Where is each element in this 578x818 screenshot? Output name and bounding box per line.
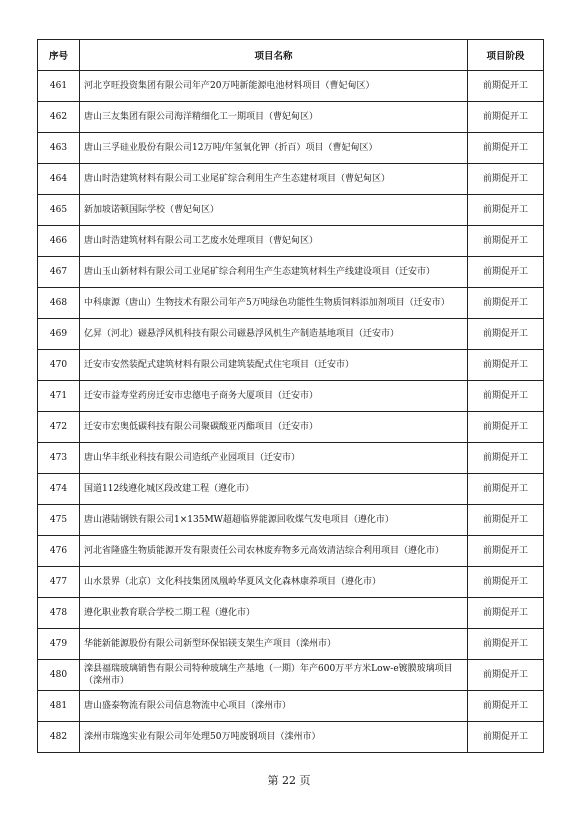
table-row	[38, 381, 544, 412]
row-project-name: 唐山华丰纸业科技有限公司造纸产业园项目（迁安市）	[80, 443, 468, 474]
row-serial-no: 461	[38, 71, 80, 102]
row-serial-no: 480	[38, 660, 80, 691]
table-row	[38, 71, 544, 102]
table-row	[38, 319, 544, 350]
row-serial-no: 463	[38, 133, 80, 164]
table-row	[38, 598, 544, 629]
row-project-name: 唐山三孚硅业股份有限公司12万吨/年氢氧化钾（折百）项目（曹妃甸区）	[80, 133, 468, 164]
row-project-name: 唐山盛泰物流有限公司信息物流中心项目（滦州市）	[80, 691, 468, 722]
row-project-name: 亿昇（河北）磁悬浮风机科技有限公司磁悬浮风机生产制造基地项目（迁安市）	[80, 319, 468, 350]
row-project-stage: 前期促开工	[468, 474, 544, 505]
table-row	[38, 691, 544, 722]
row-project-stage: 前期促开工	[468, 257, 544, 288]
row-project-stage: 前期促开工	[468, 350, 544, 381]
row-project-stage: 前期促开工	[468, 536, 544, 567]
table-body	[38, 71, 544, 753]
row-serial-no: 465	[38, 195, 80, 226]
row-serial-no: 467	[38, 257, 80, 288]
row-project-stage: 前期促开工	[468, 102, 544, 133]
row-project-stage: 前期促开工	[468, 629, 544, 660]
row-project-name: 唐山时浩建筑材料有限公司工艺废水处理项目（曹妃甸区）	[80, 226, 468, 257]
row-project-name: 迁安市安然装配式建筑材料有限公司建筑装配式住宅项目（迁安市）	[80, 350, 468, 381]
row-serial-no: 482	[38, 722, 80, 753]
row-serial-no: 470	[38, 350, 80, 381]
table-row	[38, 350, 544, 381]
table-row	[38, 195, 544, 226]
row-project-stage: 前期促开工	[468, 660, 544, 691]
row-serial-no: 474	[38, 474, 80, 505]
row-project-stage: 前期促开工	[468, 319, 544, 350]
row-project-name: 华能新能源股份有限公司新型环保铝镁支架生产项目（滦州市）	[80, 629, 468, 660]
row-project-name: 滦州市瑞逸实业有限公司年处理50万吨废钢项目（滦州市）	[80, 722, 468, 753]
row-project-stage: 前期促开工	[468, 288, 544, 319]
row-serial-no: 478	[38, 598, 80, 629]
row-project-name: 唐山三友集团有限公司海洋精细化工一期项目（曹妃甸区）	[80, 102, 468, 133]
row-project-name: 山水景界（北京）文化科技集团凤凰岭华夏风文化森林康养项目（遵化市）	[80, 567, 468, 598]
table-row	[38, 536, 544, 567]
row-project-stage: 前期促开工	[468, 71, 544, 102]
row-project-name: 唐山时浩建筑材料有限公司工业尾矿综合利用生产生态建材项目（曹妃甸区）	[80, 164, 468, 195]
table-row	[38, 133, 544, 164]
table-row	[38, 412, 544, 443]
row-project-name: 河北省隆盛生物质能源开发有限责任公司农林废弃物多元高效清洁综合利用项目（遵化市）	[80, 536, 468, 567]
row-project-stage: 前期促开工	[468, 691, 544, 722]
table-row	[38, 722, 544, 753]
row-project-name: 遵化职业教育联合学校二期工程（遵化市）	[80, 598, 468, 629]
row-serial-no: 473	[38, 443, 80, 474]
row-serial-no: 477	[38, 567, 80, 598]
row-project-stage: 前期促开工	[468, 505, 544, 536]
row-project-stage: 前期促开工	[468, 412, 544, 443]
row-serial-no: 476	[38, 536, 80, 567]
row-project-name: 国道112线遵化城区段改建工程（遵化市）	[80, 474, 468, 505]
table-row	[38, 629, 544, 660]
row-project-stage: 前期促开工	[468, 195, 544, 226]
table-row	[38, 505, 544, 536]
row-serial-no: 469	[38, 319, 80, 350]
row-project-stage: 前期促开工	[468, 567, 544, 598]
row-serial-no: 479	[38, 629, 80, 660]
table-row	[38, 474, 544, 505]
row-project-name: 新加坡诺顿国际学校（曹妃甸区）	[80, 195, 468, 226]
header-project-name: 项目名称	[80, 40, 468, 71]
row-serial-no: 468	[38, 288, 80, 319]
table-row	[38, 443, 544, 474]
row-serial-no: 475	[38, 505, 80, 536]
header-project-stage: 项目阶段	[468, 40, 544, 71]
project-table	[37, 39, 544, 753]
row-project-name: 河北亨旺投资集团有限公司年产20万吨新能源电池材料项目（曹妃甸区）	[80, 71, 468, 102]
table-row	[38, 567, 544, 598]
table-row	[38, 102, 544, 133]
row-project-stage: 前期促开工	[468, 226, 544, 257]
row-project-name: 唐山玉山新材料有限公司工业尾矿综合利用生产生态建筑材料生产线建设项目（迁安市）	[80, 257, 468, 288]
row-serial-no: 471	[38, 381, 80, 412]
row-serial-no: 464	[38, 164, 80, 195]
row-project-stage: 前期促开工	[468, 133, 544, 164]
row-project-name: 唐山港陆钢铁有限公司1×135MW超超临界能源回收煤气发电项目（遵化市）	[80, 505, 468, 536]
table-row	[38, 226, 544, 257]
row-project-stage: 前期促开工	[468, 598, 544, 629]
row-serial-no: 466	[38, 226, 80, 257]
row-serial-no: 462	[38, 102, 80, 133]
row-project-stage: 前期促开工	[468, 164, 544, 195]
table-row	[38, 288, 544, 319]
row-project-name: 滦县福瑞玻璃销售有限公司特种玻璃生产基地（一期）年产600万平方米Low-e镀膜玻璃项目（滦州市）	[80, 660, 468, 691]
row-project-stage: 前期促开工	[468, 722, 544, 753]
header-serial-no: 序号	[38, 40, 80, 71]
row-serial-no: 481	[38, 691, 80, 722]
page-number: 第 22 页	[267, 774, 311, 787]
row-project-stage: 前期促开工	[468, 381, 544, 412]
table-row	[38, 257, 544, 288]
row-serial-no: 472	[38, 412, 80, 443]
row-project-stage: 前期促开工	[468, 443, 544, 474]
row-project-name: 中科康源（唐山）生物技术有限公司年产5万吨绿色功能性生物质饲料添加剂项目（迁安市）	[80, 288, 468, 319]
row-project-name: 迁安市宏奥低碳科技有限公司聚碳酸亚丙酯项目（迁安市）	[80, 412, 468, 443]
table-row	[38, 164, 544, 195]
table-row	[38, 660, 544, 691]
row-project-name: 迁安市益寿堂药房迁安市忠德电子商务大厦项目（迁安市）	[80, 381, 468, 412]
table-header-row	[38, 40, 544, 71]
